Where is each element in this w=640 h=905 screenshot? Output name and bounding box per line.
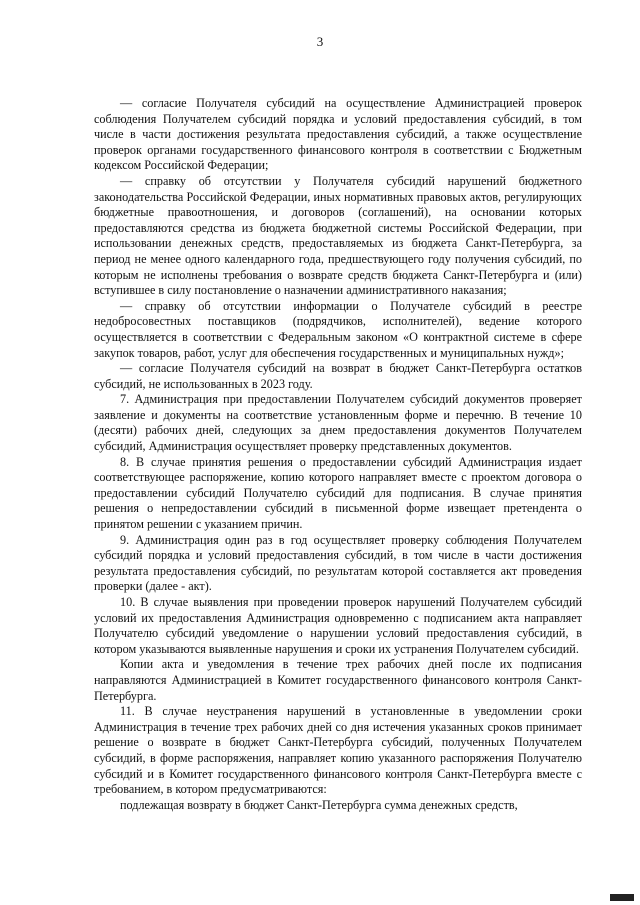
paragraph-consent-inspection: — согласие Получателя субсидий на осуществление Администрацией проверок соблюдения Получателем субсидий порядка и условий предоставления субсидий, в том числе в части достижения результата предоставления субсидий, а также осуществление проверок органами государственного финансового контроля в соответствии с Бюджетным кодексом Российской Федерации; [94,96,582,173]
paragraph-copies-act: Копии акта и уведомления в течение трех рабочих дней после их подписания направляются Администрацией в Комитет государственного финансового контроля Санкт-Петербурга. [94,657,582,703]
paragraph-refund-amount: подлежащая возврату в бюджет Санкт-Петербурга сумма денежных средств, [120,797,518,812]
paragraph-certificate-registry: — справку об отсутствии информации о Получателе субсидий в реестре недобросовестных поставщиков (подрядчиков, исполнителей), ведение которого осуществляется в соответствии с Федеральным законом «О контрактной системе в сфере закупок товаров, работ, услуг для обеспечения государственных и муниципальных нужд»; [94,298,582,360]
document-body [94,96,582,813]
paragraph-item-11: 11. В случае неустранения нарушений в установленные в уведомлении сроки Администрация в течение трех рабочих дней со дня истечения указанных сроков принимает решение о возврате в бюджет Санкт-Петербурга субсидий, полученных Получателем субсидий, в форме распоряжения, направляет копию указанного распоряжения Получателю субсидий и в Комитет государственного финансового контроля Санкт-Петербурга вместе с требованием, в котором предусматриваются: [94,704,582,797]
paragraph-item-7: 7. Администрация при предоставлении Получателем субсидий документов проверяет заявление и документы на соответствие установленным форме и перечню. В течение 10 (десяти) рабочих дней, следующих за днем предоставления документов Получателем субсидий, Администрация осуществляет проверку представленных документов. [94,392,582,454]
paragraph-item-10: 10. В случае выявления при проведении проверок нарушений Получателем субсидий условий их предоставления Администрация одновременно с подписанием акта направляет Получателю субсидий уведомление о нарушении условий предоставления субсидий, в котором указываются выявленные нарушения и сроки их устранения Получателем субсидий. [94,595,582,656]
scan-corner-mark [610,894,634,901]
paragraph-certificate-no-violations: — справку об отсутствии у Получателя субсидий нарушений бюджетного законодательства Российской Федерации, иных нормативных правовых актов, регулирующих бюджетные правоотношения, и договоров (соглашений), на основании которых предоставляются средства из бюджета бюджетной системы Российской Федерации, при использовании денежных средств, предоставляемых из бюджета Санкт-Петербурга, за период не менее одного календарного года, предшествующего году получения субсидий, по которым не исполнены требования о возврате средств бюджета Санкт-Петербурга и (или) вступившее в силу постановление о назначении административного наказания; [94,173,582,298]
paragraph-item-8: 8. В случае принятия решения о предоставлении субсидий Администрация издает соответствующее распоряжение, копию которого направляет вместе с проектом договора о предоставлении субсидий Получателю субсидий для подписания. В случае принятия решения о непредоставлении субсидий в письменной форме извещает претендента о принятом решении с указанием причин. [94,454,582,532]
paragraph-item-9: 9. Администрация один раз в год осуществляет проверку соблюдения Получателем субсидий порядка и условий предоставления субсидий, в том числе в части достижения результата предоставления субсидий, по результатам которой составляется акт проведения проверки (далее - акт). [94,532,582,594]
page-number: 3 [316,34,324,49]
paragraph-consent-return: — согласие Получателя субсидий на возврат в бюджет Санкт-Петербурга остатков субсидий, не использованных в 2023 году. [94,361,582,391]
